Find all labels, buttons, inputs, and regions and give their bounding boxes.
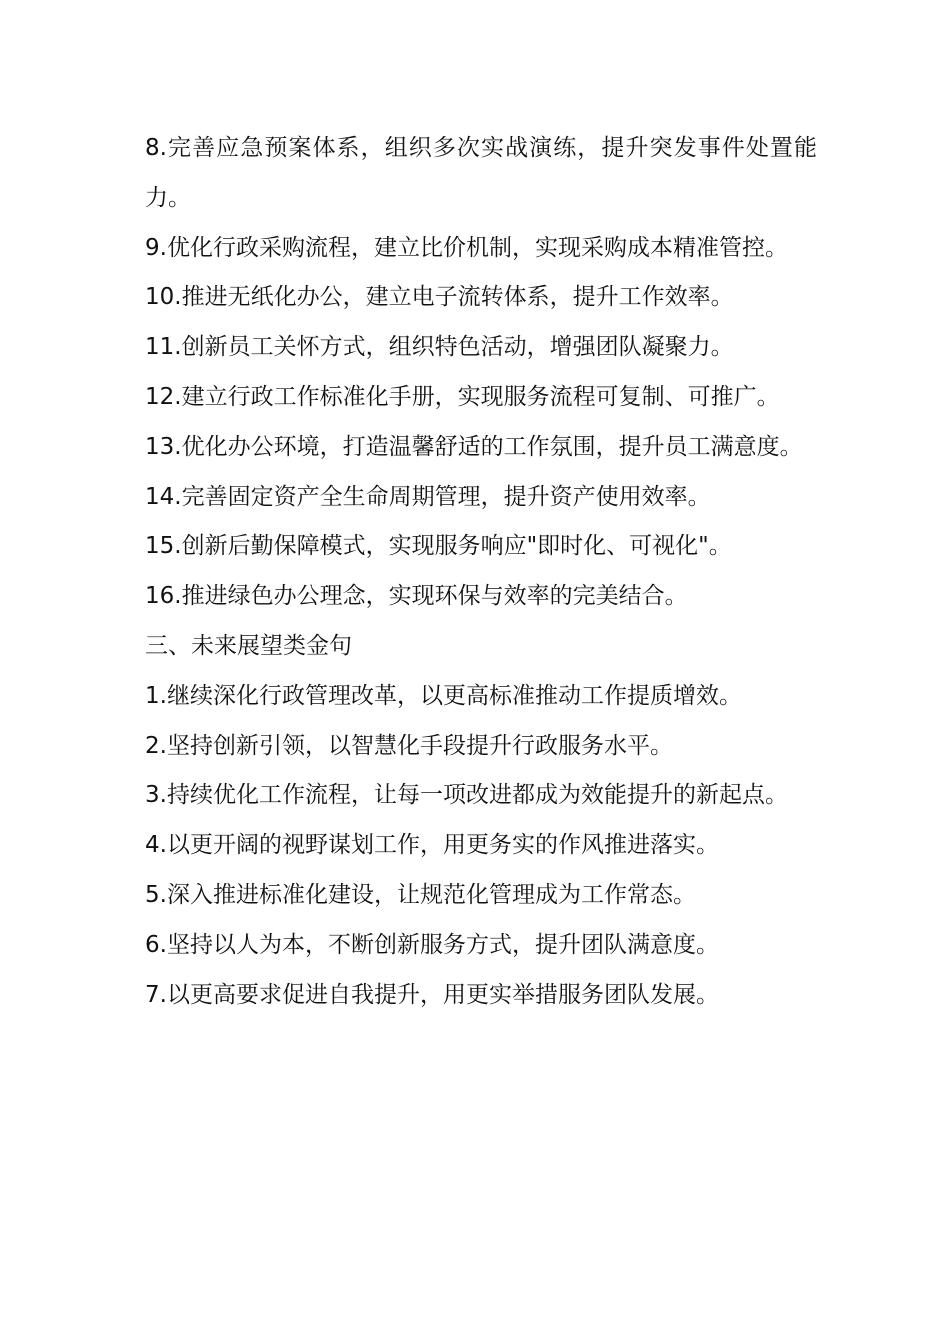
- section-heading-future-outlook: 三、未来展望类金句: [145, 632, 352, 659]
- paragraph-item-6-people-first: 6.坚持以人为本，不断创新服务方式，提升团队满意度。: [145, 931, 719, 958]
- paragraph-item-11-care: 11.创新员工关怀方式，组织特色活动，增强团队凝聚力。: [145, 334, 734, 361]
- paragraph-item-8-emergency: 8.完善应急预案体系，组织多次实战演练，提升突发事件处置能力。: [145, 135, 817, 211]
- paragraph-item-4-vision: 4.以更开阔的视野谋划工作，用更务实的作风推进落实。: [145, 832, 719, 859]
- paragraph-item-12-handbook: 12.建立行政工作标准化手册，实现服务流程可复制、可推广。: [145, 383, 780, 410]
- paragraph-item-7-self-improvement: 7.以更高要求促进自我提升，用更实举措服务团队发展。: [145, 981, 719, 1008]
- document-body: [145, 124, 817, 1020]
- paragraph-item-9-procurement: 9.优化行政采购流程，建立比价机制，实现采购成本精准管控。: [145, 234, 788, 261]
- paragraph-item-10-paperless: 10.推进无纸化办公，建立电子流转体系，提升工作效率。: [145, 284, 734, 311]
- paragraph-item-2-innovation: 2.坚持创新引领，以智慧化手段提升行政服务水平。: [145, 732, 673, 759]
- paragraph-item-15-logistics: 15.创新后勤保障模式，实现服务响应"即时化、可视化"。: [145, 533, 732, 560]
- paragraph-item-13-environment: 13.优化办公环境，打造温馨舒适的工作氛围，提升员工满意度。: [145, 433, 803, 460]
- paragraph-item-14-assets: 14.完善固定资产全生命周期管理，提升资产使用效率。: [145, 483, 711, 510]
- paragraph-item-3-workflow: 3.持续优化工作流程，让每一项改进都成为效能提升的新起点。: [145, 782, 788, 809]
- paragraph-item-1-reform: 1.继续深化行政管理改革，以更高标准推动工作提质增效。: [145, 682, 742, 709]
- paragraph-item-16-green-office: 16.推进绿色办公理念，实现环保与效率的完美结合。: [145, 583, 688, 610]
- paragraph-item-5-standardization: 5.深入推进标准化建设，让规范化管理成为工作常态。: [145, 881, 696, 908]
